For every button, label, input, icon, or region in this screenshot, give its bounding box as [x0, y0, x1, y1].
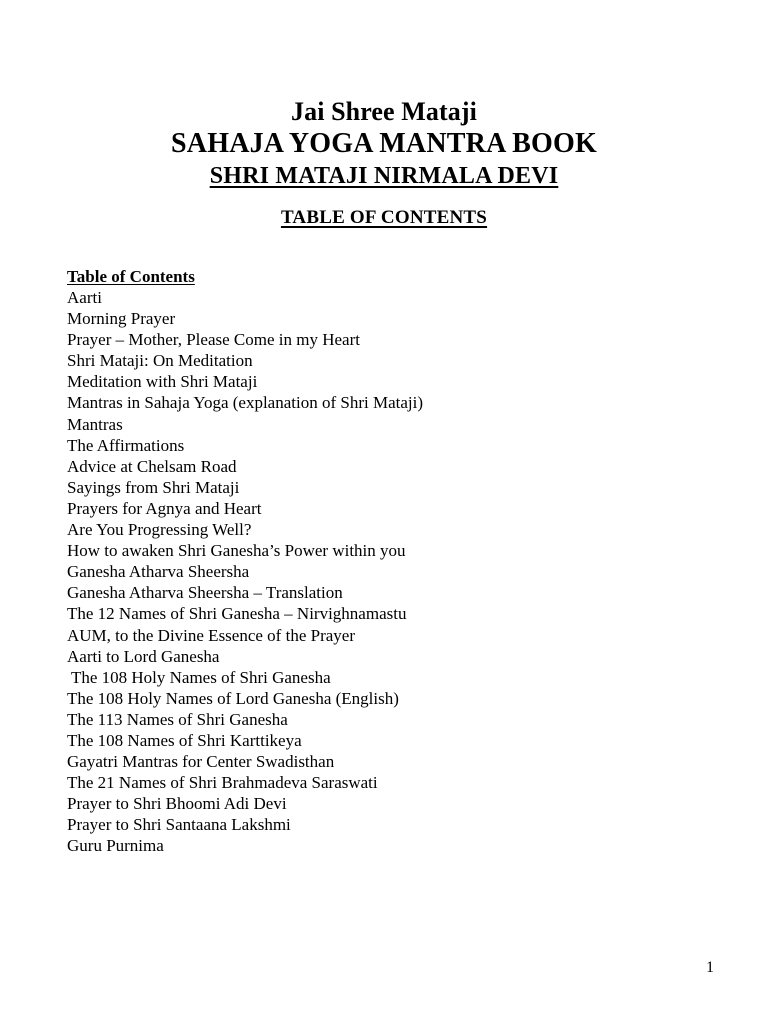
- toc-entry: Ganesha Atharva Sheersha: [67, 562, 250, 582]
- toc-entry: The 108 Holy Names of Lord Ganesha (English): [67, 688, 399, 708]
- toc-entry: Ganesha Atharva Sheersha – Translation: [67, 583, 343, 603]
- toc-entry: Mantras in Sahaja Yoga (explanation of Shri Mataji): [67, 393, 423, 413]
- table-of-contents-label: Table of Contents: [67, 267, 195, 286]
- toc-entry: The 21 Names of Shri Brahmadeva Saraswati: [67, 773, 378, 793]
- toc-entry: Sayings from Shri Mataji: [67, 477, 240, 497]
- toc-entry: Prayers for Agnya and Heart: [67, 498, 262, 518]
- toc-entry: Aarti to Lord Ganesha: [67, 646, 220, 666]
- toc-entry: Are You Progressing Well?: [67, 520, 252, 540]
- page-title: Jai Shree Mataji: [291, 97, 477, 126]
- toc-entry: The 113 Names of Shri Ganesha: [67, 709, 288, 729]
- toc-entry: Guru Purnima: [67, 836, 164, 856]
- toc-entry: The Affirmations: [67, 435, 185, 455]
- section-heading-text: TABLE OF CONTENTS: [280, 207, 488, 228]
- toc-entry: Mantras: [67, 414, 123, 434]
- table-of-contents-list: [67, 287, 707, 857]
- toc-entry: Aarti: [67, 288, 102, 307]
- toc-entry: The 108 Holy Names of Shri Ganesha: [67, 667, 331, 687]
- toc-entry: How to awaken Shri Ganesha’s Power within you: [67, 541, 406, 561]
- page-number: 1: [706, 959, 714, 976]
- toc-entry: Gayatri Mantras for Center Swadisthan: [67, 752, 335, 772]
- toc-entry: Prayer to Shri Santaana Lakshmi: [67, 815, 291, 835]
- toc-entry: Prayer – Mother, Please Come in my Heart: [67, 330, 360, 350]
- toc-entry: The 108 Names of Shri Karttikeya: [67, 730, 302, 750]
- toc-entry: Meditation with Shri Mataji: [67, 372, 258, 392]
- toc-entry: AUM, to the Divine Essence of the Prayer: [67, 625, 355, 645]
- table-of-contents: [67, 266, 707, 857]
- toc-entry: Advice at Chelsam Road: [67, 456, 237, 476]
- section-heading: [0, 206, 768, 230]
- book-title: SAHAJA YOGA MANTRA BOOK: [171, 128, 597, 159]
- document-heading: [0, 96, 768, 230]
- toc-entry: Shri Mataji: On Meditation: [67, 351, 253, 371]
- toc-entry: Prayer to Shri Bhoomi Adi Devi: [67, 794, 287, 814]
- toc-entry: Morning Prayer: [67, 309, 176, 329]
- book-author-text: SHRI MATAJI NIRMALA DEVI: [209, 163, 559, 189]
- toc-entry: The 12 Names of Shri Ganesha – Nirvighnamastu: [67, 604, 407, 624]
- book-author: [0, 161, 768, 192]
